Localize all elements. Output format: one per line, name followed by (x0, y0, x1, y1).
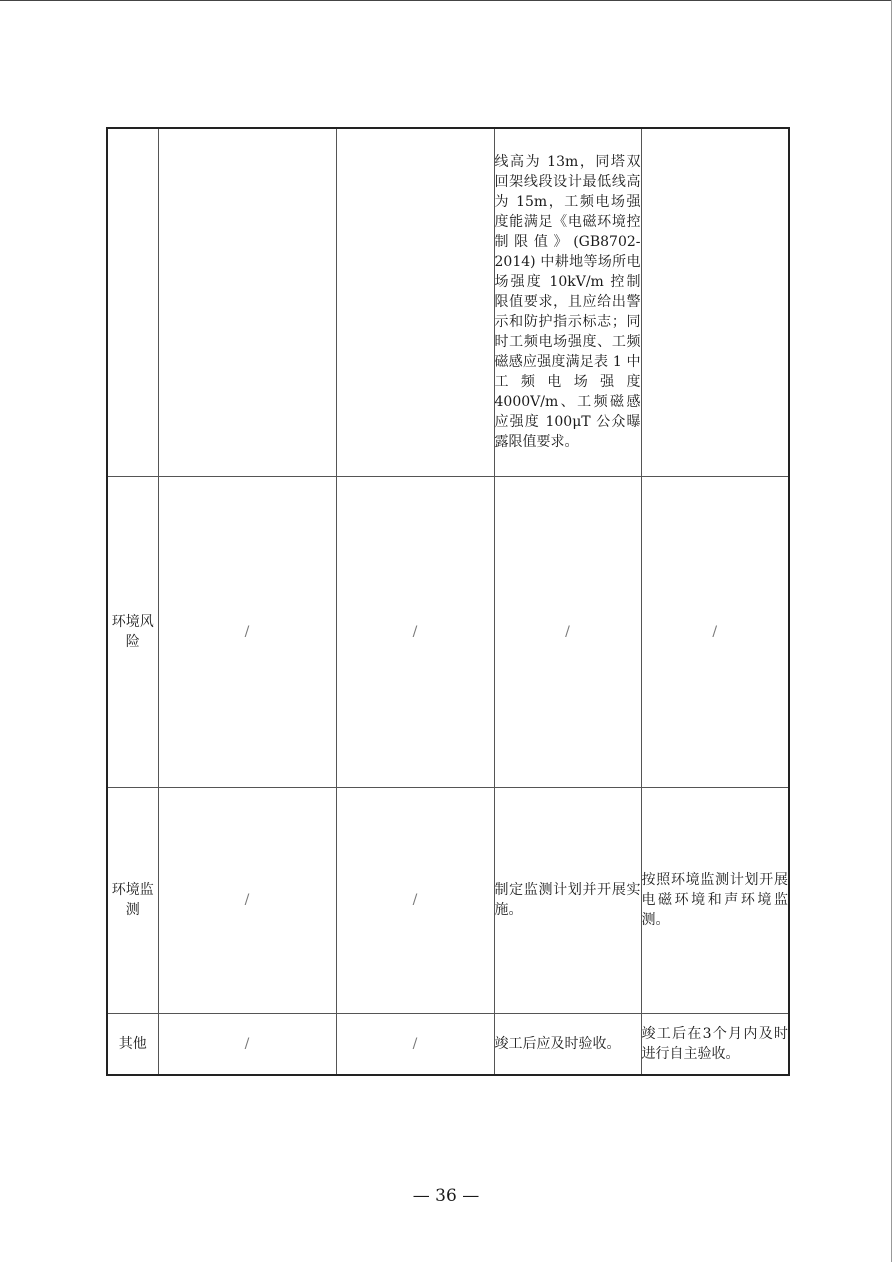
cell-col4: 按照环境监测计划开展电磁环境和声环境监测。 (641, 787, 789, 1013)
row-label (107, 128, 158, 476)
cell-col3: 制定监测计划并开展实施。 (494, 787, 641, 1013)
cell-col3: 线高为 13m，同塔双回架线段设计最低线高为 15m，工频电场强度能满足《电磁环境控制限值》(GB8702-2014) 中耕地等场所电场强度 10kV/m 控制限值要求，且应给出警示和防护指示标志；同时工频电场强度、工频磁感应强度满足表 1 中工频电场强度 4000V/m、工频磁感应强度 100μT 公众曝露限值要求。 (494, 128, 641, 476)
cell-col2: / (336, 787, 494, 1013)
page-number: — 36 — (412, 1186, 480, 1206)
row-label: 环境监测 (107, 787, 158, 1013)
cell-col1: / (158, 787, 336, 1013)
cell-col4: / (641, 476, 789, 787)
cell-col4: 竣工后在3个月内及时进行自主验收。 (641, 1013, 789, 1075)
cell-col3: / (494, 476, 641, 787)
row-label: 环境风险 (107, 476, 158, 787)
table-row-continued (107, 128, 789, 476)
row-label: 其他 (107, 1013, 158, 1075)
cell-col3: 竣工后应及时验收。 (494, 1013, 641, 1075)
cell-col2: / (336, 1013, 494, 1075)
cell-col1: / (158, 1013, 336, 1075)
cell-col1: / (158, 476, 336, 787)
cell-col1 (158, 128, 336, 476)
top-rule (0, 0, 892, 1)
measures-table (106, 127, 790, 1076)
table-row-environmental-risk (107, 476, 789, 787)
cell-col4 (641, 128, 789, 476)
cell-col2 (336, 128, 494, 476)
table-row-other (107, 1013, 789, 1075)
cell-col2: / (336, 476, 494, 787)
table-row-environmental-monitoring (107, 787, 789, 1013)
